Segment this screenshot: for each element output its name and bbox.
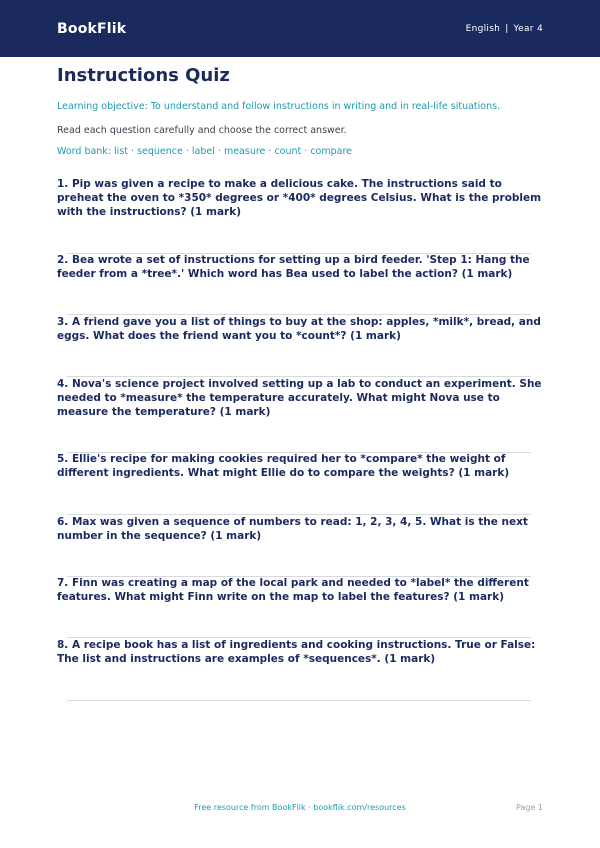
quiz-instructions: Read each question carefully and choose the correct answer. xyxy=(57,125,347,136)
word-bank xyxy=(57,146,352,157)
question-2: 2. Bea wrote a set of instructions for setting up a bird feeder. 'Step 1: Hang the feeder from a *tree*.' Which word has Bea used to label the action? (1 mark) xyxy=(57,254,530,280)
question-6: 6. Max was given a sequence of numbers to read: 1, 2, 3, 4, 5. What is the next number in the sequence? (1 mark) xyxy=(57,516,528,542)
word-bank-word: count · xyxy=(274,146,310,157)
question-1: 1. Pip was given a recipe to make a delicious cake. The instructions said to preheat the oven to *350* degrees or *400* degrees Celsius. What is the problem with the instructions? (1 mark) xyxy=(57,178,542,218)
subject-label: English xyxy=(465,23,501,34)
footer-credit: Free resource from BookFlik · bookflik.com/resources xyxy=(194,803,406,812)
word-bank-word: label · xyxy=(192,146,224,157)
question-5: 5. Ellie's recipe for making cookies required her to *compare* the weight of different ingredients. What might Ellie do to compare the weights? (1 mark) xyxy=(57,453,510,479)
brand-logo-text: BookFlik xyxy=(57,20,127,37)
subject-year xyxy=(466,24,543,34)
answer-line xyxy=(67,700,531,701)
page-title: Instructions Quiz xyxy=(57,65,230,86)
word-bank-word: compare xyxy=(310,146,353,157)
page-number: Page 1 xyxy=(516,803,543,812)
word-bank-word: list · xyxy=(114,146,137,157)
meta-separator: | xyxy=(505,23,509,34)
question-7: 7. Finn was creating a map of the local park and needed to *label* the different features. What might Finn write on the map to label the features? (1 mark) xyxy=(57,577,529,603)
learning-objective: Learning objective: To understand and follow instructions in writing and in real-life situations. xyxy=(57,101,501,112)
year-label: Year 4 xyxy=(513,23,543,34)
page-header xyxy=(0,0,600,57)
word-bank-word: sequence · xyxy=(137,146,192,157)
word-bank-word: measure · xyxy=(224,146,275,157)
question-4: 4. Nova's science project involved setting up a lab to conduct an experiment. She needed to *measure* the temperature accurately. What might Nova use to measure the temperature? (1 mark) xyxy=(57,378,542,418)
question-8: 8. A recipe book has a list of ingredients and cooking instructions. True or False: The list and instructions are examples of *sequences*. (1 mark) xyxy=(57,639,536,665)
question-3: 3. A friend gave you a list of things to buy at the shop: apples, *milk*, bread, and eggs. What does the friend want you to *count*? (1 mark) xyxy=(57,316,541,342)
word-bank-label: Word bank: xyxy=(57,146,112,157)
